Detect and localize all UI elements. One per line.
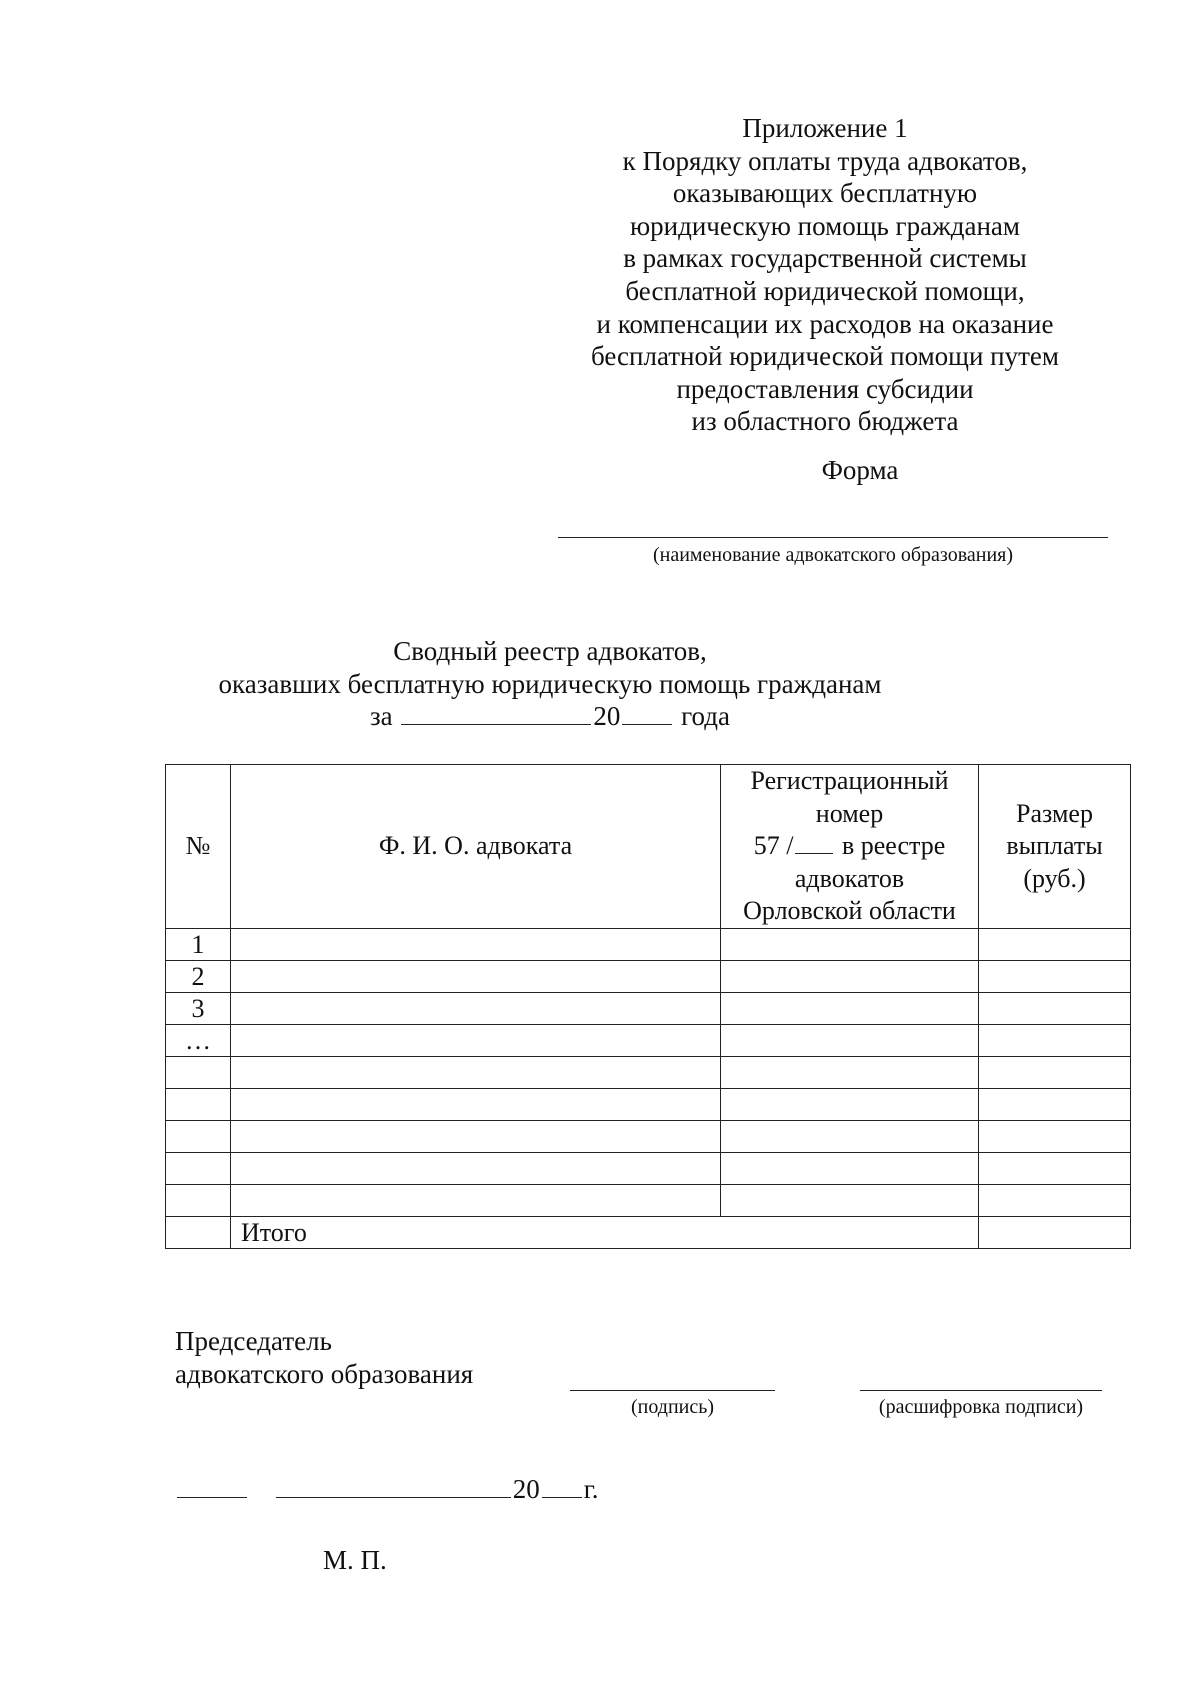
chairman-line-1: Председатель — [175, 1326, 332, 1356]
name-cell[interactable] — [231, 1152, 721, 1184]
payment-cell[interactable] — [979, 1024, 1131, 1056]
name-cell[interactable] — [231, 960, 721, 992]
payment-cell[interactable] — [979, 1152, 1131, 1184]
table-row — [166, 1088, 1131, 1120]
date-day-field[interactable] — [177, 1475, 247, 1498]
name-cell[interactable] — [231, 1056, 721, 1088]
header-pay-line: Размер — [1016, 798, 1093, 828]
org-name-caption: (наименование адвокатского образования) — [652, 544, 1014, 566]
reg-cell[interactable] — [721, 1184, 979, 1216]
header-name: Ф. И. О. адвоката — [231, 765, 721, 929]
period-year-field[interactable] — [622, 702, 672, 725]
reg-cell[interactable] — [721, 1152, 979, 1184]
appendix-line: в рамках государственной системы — [623, 243, 1027, 274]
header-reg-line: Регистрационный — [750, 766, 949, 795]
row-number: 1 — [166, 928, 231, 960]
appendix-line: бесплатной юридической помощи, — [625, 275, 1025, 306]
stamp-place-label: М. П. — [323, 1545, 387, 1575]
period-suffix: года — [681, 701, 730, 731]
header-reg-number — [721, 765, 979, 929]
appendix-header — [560, 112, 1090, 438]
title-line-1: Сводный реестр адвокатов, — [393, 636, 707, 666]
table-row — [166, 1056, 1131, 1088]
payment-cell[interactable] — [979, 1184, 1131, 1216]
row-number — [166, 1088, 231, 1120]
table-row — [166, 1024, 1131, 1056]
header-payment — [979, 765, 1131, 929]
date-line — [175, 1474, 599, 1505]
table-row — [166, 1152, 1131, 1184]
date-year-field[interactable] — [542, 1475, 582, 1498]
title-line-2: оказавших бесплатную юридическую помощь гражданам — [218, 668, 882, 699]
payment-cell[interactable] — [979, 1056, 1131, 1088]
payment-cell[interactable] — [979, 960, 1131, 992]
reg-cell[interactable] — [721, 928, 979, 960]
period-prefix: за — [369, 701, 393, 731]
appendix-line: оказывающих бесплатную — [672, 178, 978, 209]
table-row — [166, 960, 1131, 992]
name-cell[interactable] — [231, 1120, 721, 1152]
appendix-line: и компенсации их расходов на оказание — [596, 308, 1054, 339]
reg-prefix: 57 / — [753, 831, 794, 860]
title-period — [200, 700, 900, 733]
table-header-row — [166, 765, 1131, 929]
registry-title — [200, 635, 900, 733]
row-number — [166, 1184, 231, 1216]
reg-cell[interactable] — [721, 1024, 979, 1056]
total-num-cell — [166, 1216, 231, 1248]
reg-cell[interactable] — [721, 1120, 979, 1152]
name-cell[interactable] — [231, 1184, 721, 1216]
reg-cell[interactable] — [721, 1056, 979, 1088]
reg-cell[interactable] — [721, 992, 979, 1024]
date-year-suffix: г. — [583, 1474, 599, 1504]
table-row — [166, 928, 1131, 960]
payment-cell[interactable] — [979, 928, 1131, 960]
payment-cell[interactable] — [979, 1120, 1131, 1152]
header-pay-line: (руб.) — [1023, 863, 1086, 893]
table-row — [166, 992, 1131, 1024]
total-payment-cell[interactable] — [979, 1216, 1131, 1248]
org-name-field[interactable] — [558, 537, 1108, 538]
signature-decode-field[interactable] — [860, 1390, 1102, 1391]
table-row — [166, 1184, 1131, 1216]
row-number — [166, 1120, 231, 1152]
reg-cell[interactable] — [721, 1088, 979, 1120]
appendix-line: предоставления субсидии — [676, 373, 974, 404]
date-month-field[interactable] — [276, 1475, 511, 1498]
table-row — [166, 1120, 1131, 1152]
payment-cell[interactable] — [979, 1088, 1131, 1120]
payment-cell[interactable] — [979, 992, 1131, 1024]
total-row — [166, 1216, 1131, 1248]
period-year-prefix: 20 — [593, 701, 621, 731]
header-num: № — [166, 765, 231, 929]
signature-decode-caption: (расшифровка подписи) — [878, 1396, 1084, 1418]
reg-number-blank — [795, 833, 833, 854]
appendix-line: из областного бюджета — [691, 406, 959, 437]
date-year-prefix: 20 — [512, 1474, 540, 1504]
reg-suffix: в реестре — [841, 831, 946, 860]
reg-cell[interactable] — [721, 960, 979, 992]
name-cell[interactable] — [231, 928, 721, 960]
header-reg-line — [725, 830, 974, 863]
name-cell[interactable] — [231, 1088, 721, 1120]
name-cell[interactable] — [231, 992, 721, 1024]
header-reg-line: Орловской области — [743, 896, 956, 925]
appendix-line: Приложение 1 — [742, 113, 908, 143]
row-number — [166, 1152, 231, 1184]
row-number: 2 — [166, 960, 231, 992]
row-number: … — [166, 1024, 231, 1056]
name-cell[interactable] — [231, 1024, 721, 1056]
row-number: 3 — [166, 992, 231, 1024]
signature-field[interactable] — [570, 1390, 775, 1391]
appendix-line: бесплатной юридической помощи путем — [591, 341, 1059, 372]
total-label: Итого — [231, 1216, 979, 1248]
appendix-line: к Порядку оплаты труда адвокатов, — [622, 145, 1028, 176]
advocates-registry-table — [165, 764, 1131, 1249]
signature-caption: (подпись) — [630, 1396, 715, 1418]
chairman-line-2: адвокатского образования — [175, 1359, 474, 1389]
header-reg-line: номер — [815, 798, 884, 828]
form-label: Форма — [821, 455, 899, 485]
chairman-title — [175, 1325, 473, 1391]
appendix-line: юридическую помощь гражданам — [629, 210, 1020, 241]
period-month-field[interactable] — [401, 702, 591, 725]
header-reg-line: адвокатов — [794, 863, 905, 893]
header-pay-line: выплаты — [1006, 831, 1103, 860]
row-number — [166, 1056, 231, 1088]
